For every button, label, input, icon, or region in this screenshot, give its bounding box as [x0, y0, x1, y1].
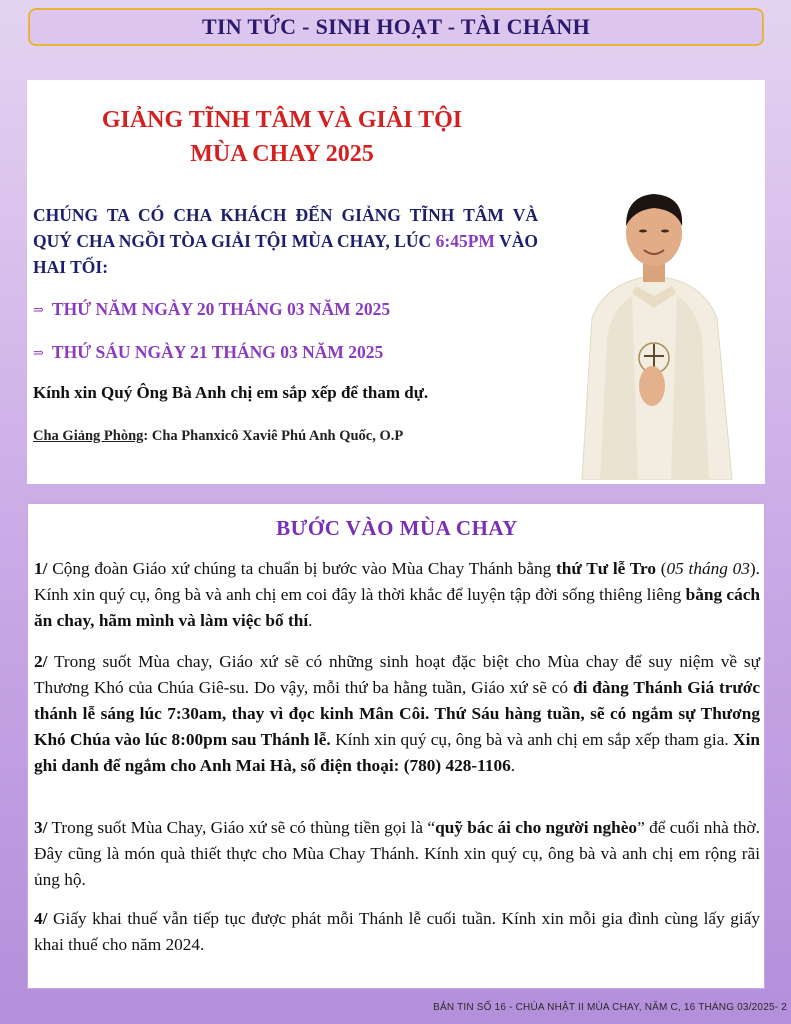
retreat-title-line1: GIẢNG TĨNH TÂM VÀ GIẢI TỘI — [101, 107, 463, 133]
paragraph-text: ). Kính xin quý cụ, ông bà và anh chị em coi đây là thời khắc để luyện tập đời sống thiêng liêng — [34, 559, 760, 604]
arrow-right-icon: ⇒ — [33, 344, 44, 360]
retreat-date-2-text: THỨ SÁU NGÀY 21 THÁNG 03 NĂM 2025 — [51, 342, 384, 362]
paragraph-number: 3/ — [34, 818, 48, 837]
paragraph-number: 1/ — [34, 559, 48, 578]
paragraph-text: Trong suốt Mùa Chay, Giáo xứ sẽ có thùng tiền gọi là “ — [47, 818, 436, 837]
paragraph-text: . — [308, 611, 313, 630]
priest-photo — [552, 168, 757, 480]
retreat-title-line2: MÙA CHAY 2025 — [190, 141, 374, 167]
paragraph-number: 4/ — [34, 909, 48, 928]
section-header-title: TIN TỨC - SINH HOẠT - TÀI CHÁNH — [201, 14, 591, 39]
paragraph-text: . — [510, 756, 516, 775]
lent-card — [27, 503, 765, 989]
paragraph-text: ( — [656, 559, 667, 578]
paragraph-italic: 05 tháng 03 — [666, 559, 750, 578]
retreat-invite: Kính xin Quý Ông Bà Anh chị em sắp xếp để tham dự. — [33, 383, 429, 402]
lent-paragraph-2 — [34, 649, 760, 779]
paragraph-text: Cộng đoàn Giáo xứ chúng ta chuẩn bị bước vào Mùa Chay Thánh bằng — [47, 559, 557, 578]
lent-paragraph-3 — [34, 815, 760, 893]
paragraph-text: Trong suốt Mùa chay, Giáo xứ sẽ có những sinh hoạt đặc biệt cho Mùa chay để suy niệm về sự Thương Khó của Chúa Giê-su. Do vậy, mỗi thứ ba hằng tuần, Giáo xứ sẽ có — [34, 652, 760, 697]
lent-paragraph-4 — [34, 906, 760, 958]
paragraph-bold: Xin ghi danh để ngắm cho Anh Mai Hà, số điện thoại: (780) 428-1106 — [34, 730, 760, 775]
retreat-preacher — [33, 428, 403, 445]
preacher-name: : Cha Phanxicô Xaviê Phú Anh Quốc, O.P — [143, 428, 404, 444]
retreat-date-2 — [33, 342, 383, 363]
section-header — [28, 8, 764, 46]
retreat-date-1-text: THỨ NĂM NGÀY 20 THÁNG 03 NĂM 2025 — [51, 299, 391, 319]
retreat-intro — [33, 202, 538, 280]
paragraph-text: ” để cuối nhà thờ. Đây cũng là món quà thiết thực cho Mùa Chay Thánh. Kính xin quý cụ, ông bà và anh chị em rộng rãi ủng hộ. — [34, 818, 760, 889]
paragraph-text: Giấy khai thuế vẫn tiếp tục được phát mỗi Thánh lễ cuối tuần. Kính xin mỗi gia đình cùng lấy giấy khai thuế cho năm 2024. — [34, 909, 760, 954]
paragraph-bold: quỹ bác ái cho người nghèo — [435, 818, 638, 837]
paragraph-text: Kính xin quý cụ, ông bà và anh chị em sắp xếp tham gia. — [330, 730, 734, 749]
retreat-time: 6:45PM — [435, 231, 495, 251]
paragraph-number: 2/ — [34, 652, 48, 671]
paragraph-bold: thứ Tư lễ Tro — [556, 559, 656, 578]
paragraph-bold: bằng cách ăn chay, hãm mình và làm việc bố thí — [34, 585, 761, 630]
retreat-intro-end: VÀO HAI TỐI: — [33, 231, 538, 277]
lent-paragraph-1 — [34, 556, 760, 634]
retreat-intro-text: CHÚNG TA CÓ CHA KHÁCH ĐẾN GIẢNG TĨNH TÂM VÀ QUÝ CHA NGỒI TÒA GIẢI TỘI MÙA CHAY, LÚC — [33, 205, 538, 251]
preacher-label: Cha Giảng Phòng — [33, 428, 144, 444]
arrow-right-icon: ⇒ — [33, 301, 44, 317]
retreat-announcement-card — [27, 80, 765, 484]
paragraph-bold: đi đàng Thánh Giá trước thánh lễ sáng lúc 7:30am, thay vì đọc kinh Mân Côi. Thứ Sáu hàng tuần, sẽ có ngắm sự Thương Khó Chúa vào lúc 8:00pm sau Thánh lễ. — [34, 678, 760, 749]
retreat-date-1 — [33, 299, 390, 320]
lent-title: BƯỚC VÀO MÙA CHAY — [276, 516, 518, 540]
page-footer: BẢN TIN SỐ 16 - CHÚA NHẬT II MÙA CHAY, NĂM C, 16 THÁNG 03/2025- 2 — [433, 1002, 787, 1013]
